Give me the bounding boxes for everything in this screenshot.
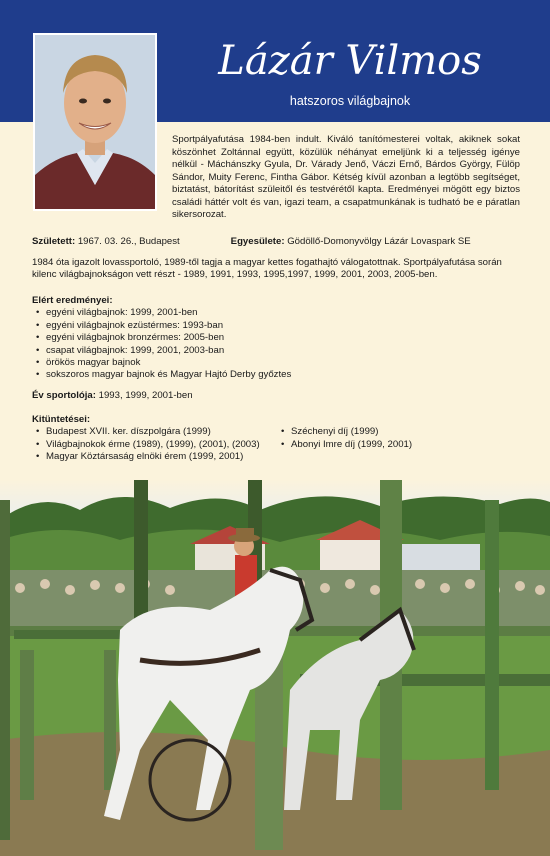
results-list — [32, 307, 522, 381]
list-item: • csapat világbajnok: 1999, 2001, 2003-ban — [32, 345, 522, 357]
honours-label: Kitüntetései: — [32, 414, 91, 425]
list-item: • egyéni világbajnok: 1999, 2001-ben — [32, 307, 522, 319]
list-item: • Széchenyi díj (1999) — [277, 426, 522, 438]
honours-list-left — [32, 426, 277, 463]
club-label: Egyesülete: — [230, 236, 285, 247]
honours-list-right — [277, 426, 522, 463]
person-subtitle: hatszoros világbajnok — [289, 94, 411, 108]
born-value: 1967. 03. 26., Budapest — [77, 236, 180, 247]
sportsman-value: 1993, 1999, 2001-ben — [98, 390, 193, 401]
person-name: Lázár Vilmos — [218, 38, 482, 84]
list-item: • egyéni világbajnok ezüstérmes: 1993-ban — [32, 320, 522, 332]
carriage-driving-photo — [0, 480, 550, 856]
intro-paragraph: Sportpályafutása 1984-ben indult. Kiváló tanítómesterei voltak, akiknek sokat köszönhet Zoltánnal együtt, közülük néhányat emeljünk ki a teljesség igénye nélkül - Máchánszky Gyula, Dr. Várady Jenő, Váczi Ernő, Bárdos György, Fülöp Sándor, Muity Ferenc, Fintha Gábor. Kétség kívül azonban a legtöbb segítséget, biztatást, bátorítást szüleitől és testvérétől kapta. Eredményei mögött egy biztos családi háttér volt és van, igazi team, a csapatmunkának is tudható be e páratlan sikersorozat. — [172, 134, 520, 220]
sportsman-label: Év sportolója: — [32, 390, 96, 401]
results-label: Elért eredményei: — [32, 295, 113, 306]
born-club-row — [32, 236, 522, 248]
list-item: • örökös magyar bajnok — [32, 357, 522, 369]
born-label: Született: — [32, 236, 76, 247]
list-item: • Világbajnokok érme (1989), (1999), (2001), (2003) — [32, 439, 277, 451]
list-item: • Abonyi Imre díj (1999, 2001) — [277, 439, 522, 451]
honours-section — [32, 414, 522, 464]
results-section — [32, 295, 522, 382]
list-item: • sokszoros magyar bajnok és Magyar Hajtó Derby győztes — [32, 369, 522, 381]
sportsman-row — [32, 390, 522, 402]
list-item: • egyéni világbajnok bronzérmes: 2005-ben — [32, 332, 522, 344]
portrait-photo — [33, 33, 157, 211]
club-value: Gödöllő-Domonyvölgy Lázár Lovaspark SE — [287, 236, 471, 247]
career-paragraph: 1984 óta igazolt lovassportoló, 1989-től tagja a magyar kettes fogathajtó válogatottnak. Sportpályafutása során kilenc világbajnokságon vett részt - 1989, 1991, 1993, 1995,1997, 1999, 2001, 2003, 2005-ben. — [32, 257, 502, 281]
list-item: • Magyar Köztársaság elnöki érem (1999, 2001) — [32, 451, 277, 463]
list-item: • Budapest XVII. ker. díszpolgára (1999) — [32, 426, 277, 438]
